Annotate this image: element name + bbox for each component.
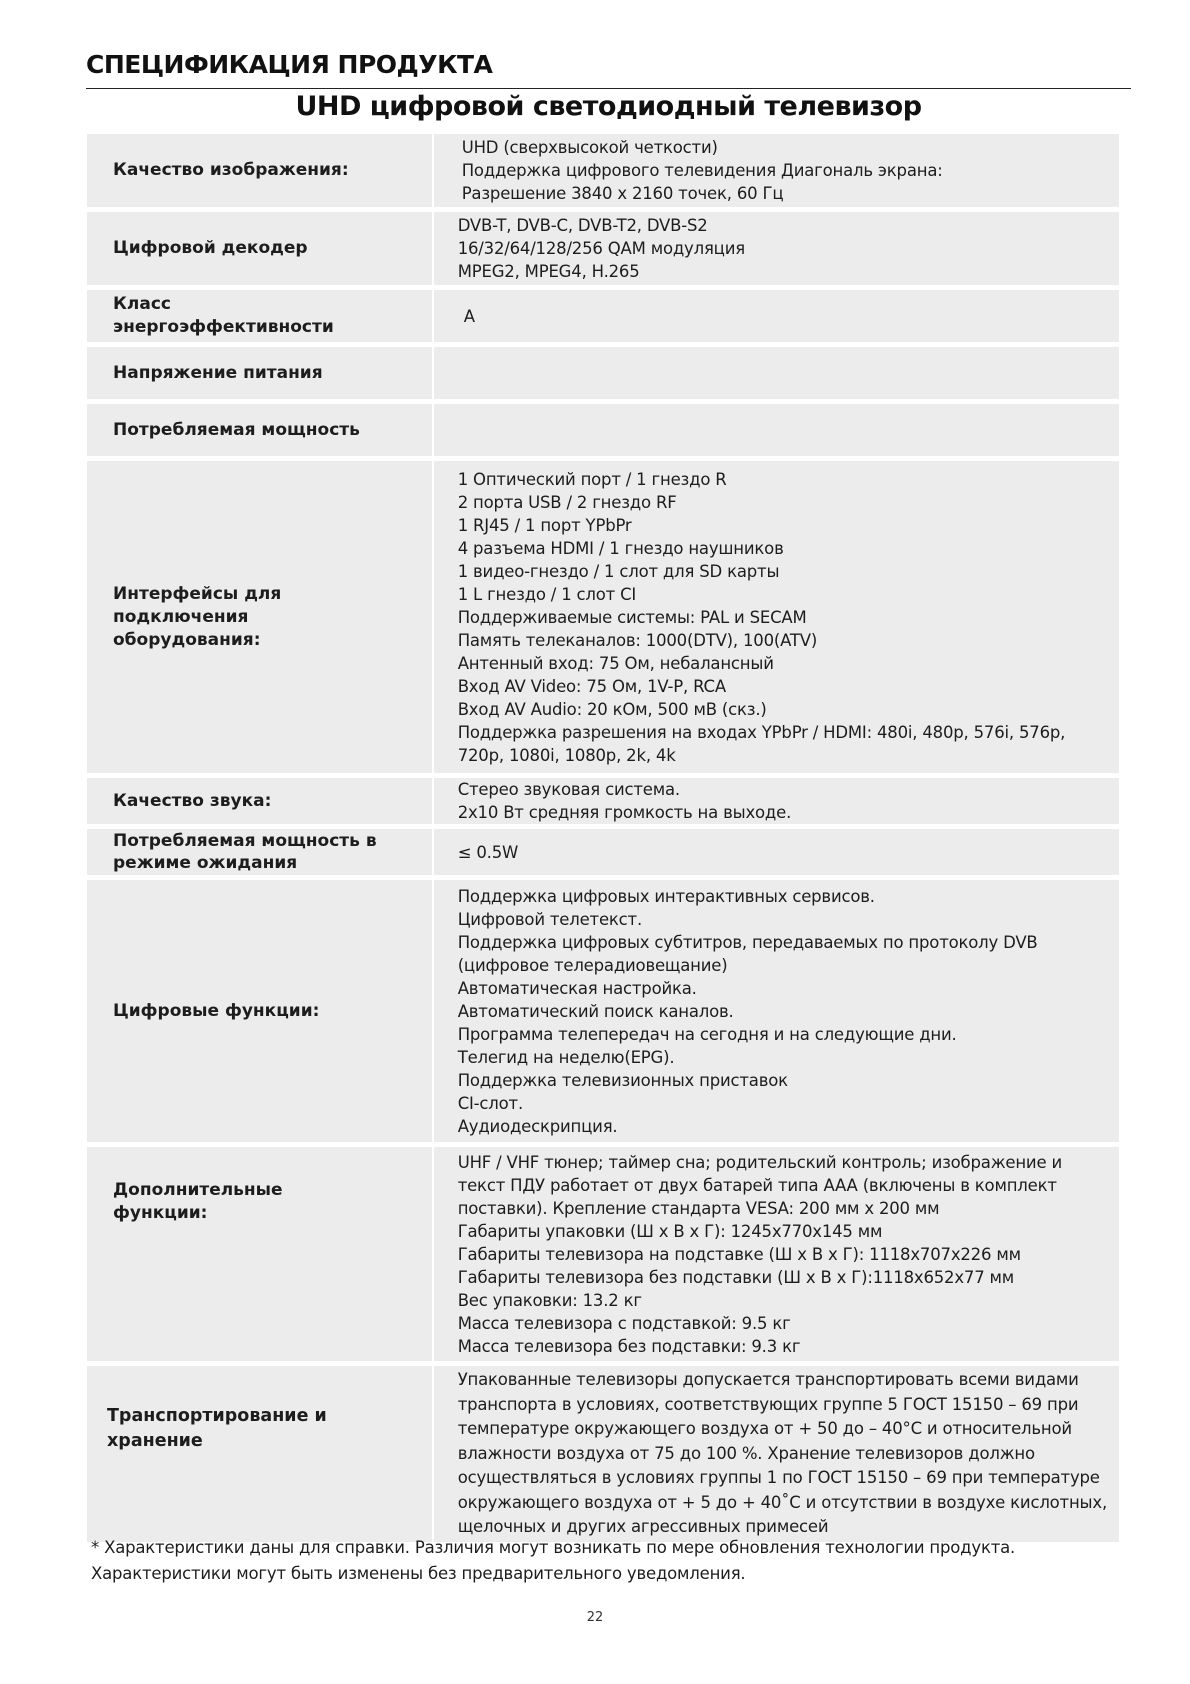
spec-value-line: UHD (сверхвысокой четкости) xyxy=(461,138,718,157)
spec-value-line: Аудиодескрипция. xyxy=(457,1116,618,1136)
spec-value-line: Автоматическая настройка. xyxy=(457,978,697,998)
spec-value xyxy=(434,347,1119,399)
spec-value-line: Программа телепередач на сегодня и на следующие дни. xyxy=(457,1024,957,1044)
spec-value-line: 1 видео-гнездо / 1 слот для SD карты xyxy=(457,561,780,581)
spec-value-line: Вес упаковки: 13.2 кг xyxy=(457,1290,642,1310)
spec-value-line: осуществляться в условиях группы 1 по ГОСТ 15150 – 69 при температуре xyxy=(457,1468,1100,1488)
document-subtitle: UHD цифровой светодиодный телевизор xyxy=(295,91,922,122)
spec-row-digital-functions xyxy=(87,880,1119,1142)
spec-value-line: 2 порта USB / 2 гнездо RF xyxy=(457,492,677,512)
spec-value-line: Вход AV Video: 75 Ом, 1V-P, RCA xyxy=(457,676,726,696)
spec-value-line: 2x10 Вт средняя громкость на выходе. xyxy=(457,803,792,822)
spec-value-line: 1 RJ45 / 1 порт YPbPr xyxy=(457,515,632,535)
spec-label: Дополнительные функции: xyxy=(87,1147,432,1361)
spec-value-line: Разрешение 3840 x 2160 точек, 60 Гц xyxy=(461,184,784,203)
spec-label: Класс энергоэффективности xyxy=(87,290,432,342)
spec-value-line: окружающего воздуха от + 5 до + 40˚С и отсутствии в воздухе кислотных, xyxy=(457,1492,1107,1512)
spec-row-interfaces xyxy=(87,461,1119,773)
spec-label: Интерфейсы для подключения оборудования: xyxy=(87,461,432,773)
spec-row-digital-decoder xyxy=(87,212,1119,285)
spec-value-line: Цифровой телетекст. xyxy=(457,909,643,929)
spec-value xyxy=(434,829,1119,875)
spec-value-line: Телегид на неделю(EPG). xyxy=(457,1047,675,1067)
spec-value-line: (цифровое телерадиовещание) xyxy=(457,955,728,975)
spec-value-line: транспорта в условиях, соответствующих группе 5 ГОСТ 15150 – 69 при xyxy=(457,1394,1079,1414)
spec-value-line: Память телеканалов: 1000(DTV), 100(ATV) xyxy=(457,630,818,650)
spec-value xyxy=(434,134,1119,207)
spec-label: Цифровые функции: xyxy=(87,880,432,1142)
spec-value xyxy=(434,212,1119,285)
spec-value-line: A xyxy=(463,306,475,326)
spec-value-line: 1 Оптический порт / 1 гнездо R xyxy=(457,469,727,489)
spec-value-line: температуре окружающего воздуха от + 50 до – 40°С и относительной xyxy=(457,1419,1072,1439)
spec-value-line: UHF / VHF тюнер; таймер сна; родительский контроль; изображение и xyxy=(457,1152,1062,1172)
spec-value-line: Поддержка цифровых интерактивных сервисов. xyxy=(457,886,875,906)
spec-row-transport-storage xyxy=(87,1366,1119,1542)
spec-value-line: Антенный вход: 75 Ом, небалансный xyxy=(457,653,774,673)
spec-label: Транспортирование и хранение xyxy=(87,1366,432,1542)
spec-label: Потребляемая мощность xyxy=(87,404,432,456)
spec-value xyxy=(434,404,1119,456)
spec-row-power-consumption xyxy=(87,404,1119,456)
spec-label: Качество изображения: xyxy=(87,134,432,207)
spec-value-line: Поддерживаемые системы: PAL и SECAM xyxy=(457,607,807,627)
spec-value-line: Масса телевизора без подставки: 9.3 кг xyxy=(457,1336,801,1356)
spec-value-line: текст ПДУ работает от двух батарей типа AAA (включены в комплект xyxy=(457,1175,1057,1195)
spec-value-line: 16/32/64/128/256 QAM модуляция xyxy=(457,239,745,258)
spec-value-line: 4 разъема HDMI / 1 гнездо наушников xyxy=(457,538,784,558)
spec-row-additional-functions xyxy=(87,1147,1119,1361)
spec-value-line: 1 L гнездо / 1 слот CI xyxy=(457,584,637,604)
spec-value-line: Габариты упаковки (Ш x В x Г): 1245x770x145 мм xyxy=(457,1221,883,1241)
spec-value-line: щелочных и других агрессивных примесей xyxy=(457,1517,829,1537)
page-number: 22 xyxy=(586,1610,604,1625)
spec-value-line: MPEG2, MPEG4, H.265 xyxy=(457,262,640,281)
spec-value-line: DVB-T, DVB-C, DVB-T2, DVB-S2 xyxy=(457,216,708,235)
spec-value-line: CI-слот. xyxy=(457,1093,523,1113)
spec-value xyxy=(434,1147,1119,1361)
spec-row-standby-power xyxy=(87,829,1119,875)
spec-value-line: Поддержка цифровых субтитров, передаваемых по протоколу DVB xyxy=(457,932,1038,952)
spec-value xyxy=(434,461,1119,773)
spec-value xyxy=(434,880,1119,1142)
spec-value-line: 720p, 1080i, 1080p, 2k, 4k xyxy=(457,745,676,765)
spec-table xyxy=(87,129,1119,1547)
spec-value-line: Поддержка цифрового телевидения Диагональ экрана: xyxy=(461,161,943,180)
spec-value-line: ≤ 0.5W xyxy=(457,842,519,862)
title-divider xyxy=(86,88,1131,89)
spec-label: Цифровой декодер xyxy=(87,212,432,285)
spec-value-line: Вход AV Audio: 20 кОм, 500 мВ (скз.) xyxy=(457,699,767,719)
footnote-line: Характеристики могут быть изменены без предварительного уведомления. xyxy=(91,1564,746,1583)
spec-value xyxy=(434,290,1119,342)
spec-row-sound-quality xyxy=(87,778,1119,824)
spec-row-picture-quality xyxy=(87,134,1119,207)
spec-value-line: Поддержка телевизионных приставок xyxy=(457,1070,788,1090)
document-title: СПЕЦИФИКАЦИЯ ПРОДУКТА xyxy=(86,50,493,79)
footnote xyxy=(91,1535,1131,1587)
spec-value-line: Автоматический поиск каналов. xyxy=(457,1001,734,1021)
spec-value-line: поставки). Крепление стандарта VESA: 200 мм x 200 мм xyxy=(457,1198,940,1218)
spec-label: Напряжение питания xyxy=(87,347,432,399)
spec-value-line: Габариты телевизора без подставки (Ш x В x Г):1118x652x77 мм xyxy=(457,1267,1015,1287)
spec-row-energy-class xyxy=(87,290,1119,342)
spec-value xyxy=(434,778,1119,824)
spec-value-line: влажности воздуха от 75 до 100 %. Хранение телевизоров должно xyxy=(457,1443,1035,1463)
spec-row-supply-voltage xyxy=(87,347,1119,399)
spec-value xyxy=(434,1366,1119,1542)
spec-value-line: Стерео звуковая система. xyxy=(457,780,680,799)
spec-value-line: Масса телевизора с подставкой: 9.5 кг xyxy=(457,1313,791,1333)
spec-label: Потребляемая мощность в режиме ожидания xyxy=(87,829,432,875)
spec-value-line: Габариты телевизора на подставке (Ш x В x Г): 1118x707x226 мм xyxy=(457,1244,1021,1264)
spec-value-line: Упакованные телевизоры допускается транспортировать всеми видами xyxy=(457,1370,1079,1390)
footnote-line: * Характеристики даны для справки. Различия могут возникать по мере обновления технологии продукта. xyxy=(91,1538,1016,1557)
spec-label: Качество звука: xyxy=(87,778,432,824)
spec-value-line: Поддержка разрешения на входах YPbPr / HDMI: 480i, 480p, 576i, 576p, xyxy=(457,722,1066,742)
